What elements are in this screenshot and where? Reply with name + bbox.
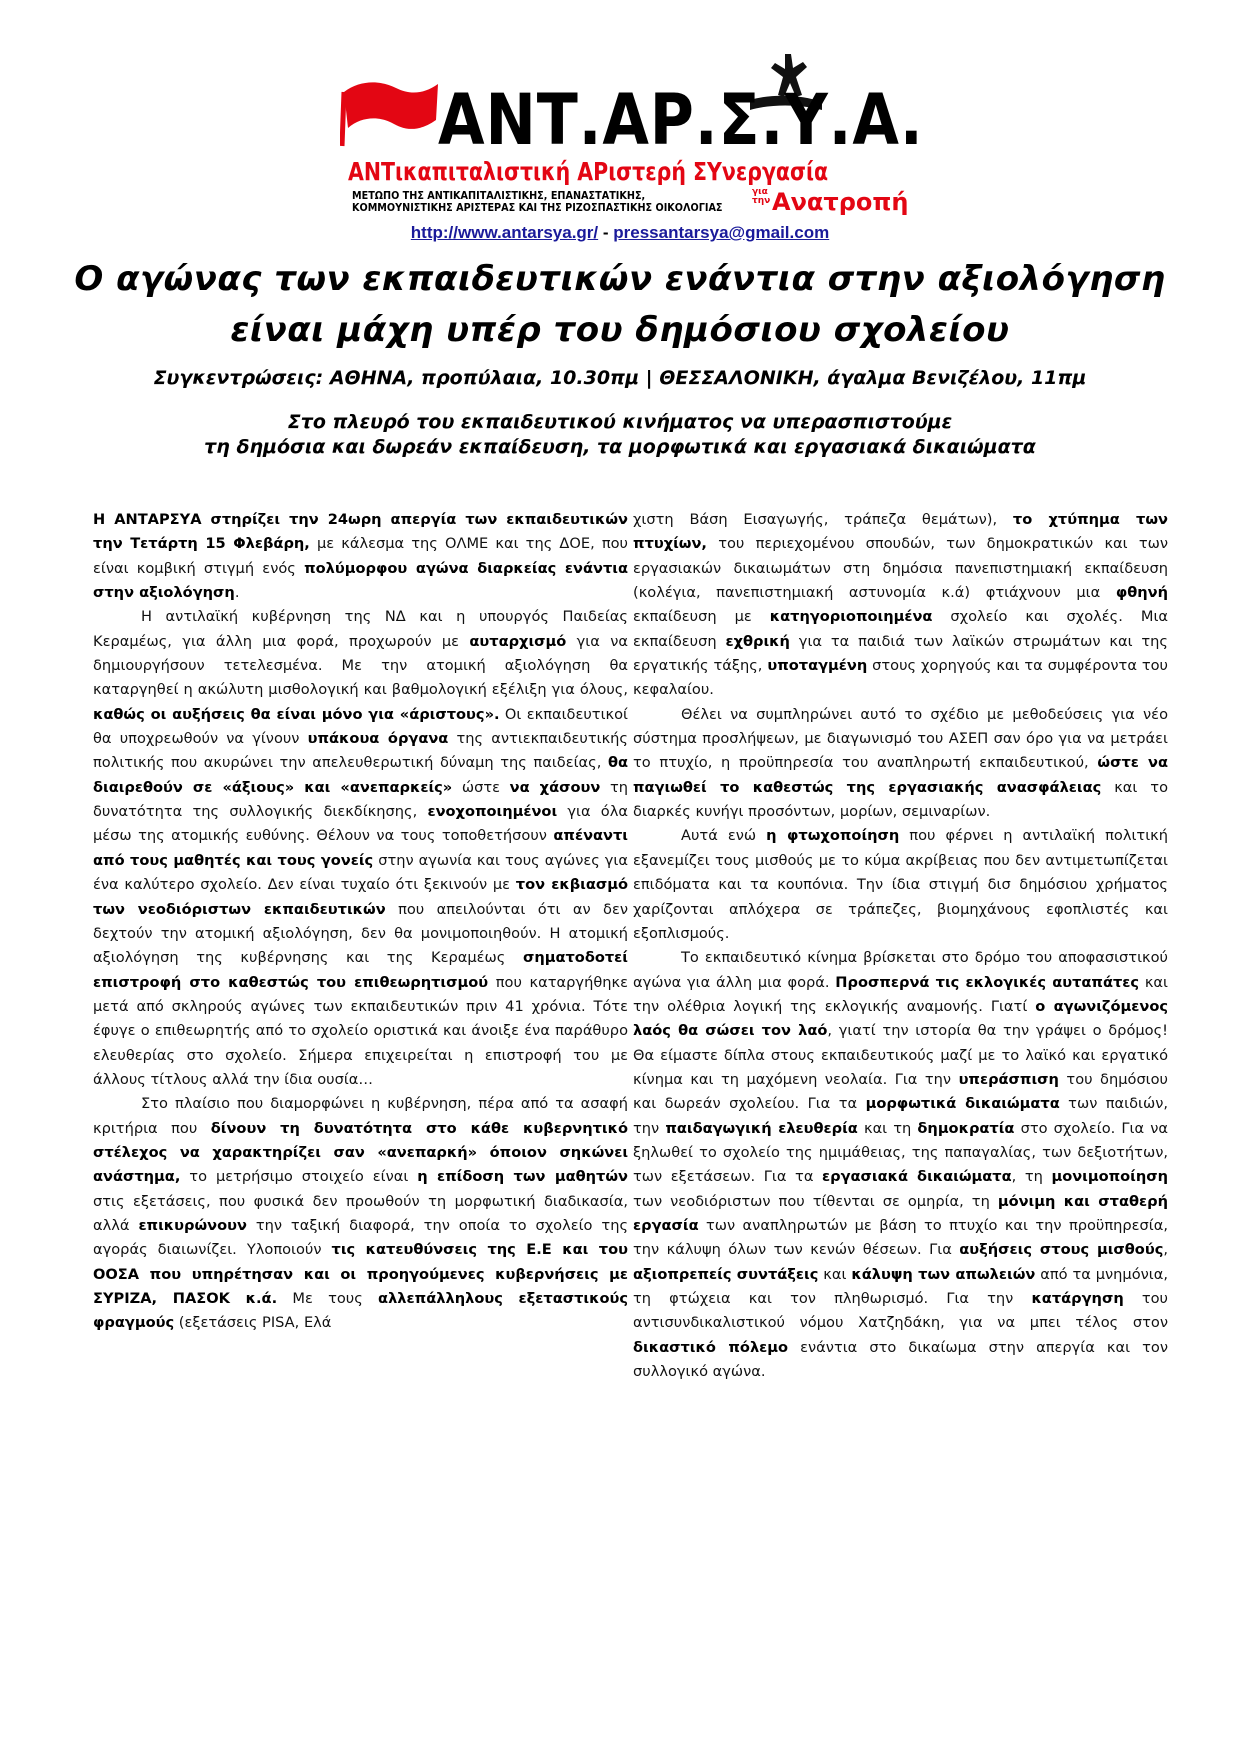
- body-text: .: [234, 584, 240, 602]
- body-text: στην αγωνία και τους αγώνες για ένα καλύτερο σχολείο. Δεν είναι τυχαίο ότι ξεκινούν με: [93, 851, 628, 894]
- emphasis-text: αυταρχισμό: [469, 632, 567, 650]
- emphasis-text: θα διαιρεθούν σε «άξιους» και «ανεπαρκείς»: [93, 754, 628, 796]
- body-text: εκπαίδευση με: [633, 608, 770, 626]
- body-text: της αντιεκπαιδευτικής πολιτικής που ακυρώνει την απελευθερωτική δύναμη της παιδείας,: [93, 730, 628, 772]
- body-text: των αναπληρωτών με βάση το πτυχίο και την προϋπηρεσία, την κάλυψη όλων των κενών θέσεων. Για: [633, 1216, 1168, 1259]
- emphasis-text: μόνιμη και σταθερή εργασία: [633, 1192, 1168, 1234]
- emphasis-text: Η ΑΝΤΑΡΣΥΑ στηρίζει την 24ωρη απεργία των εκπαιδευτικών την Τετάρτη 15 Φλεβάρη,: [93, 511, 628, 553]
- emphasis-text: Προσπερνά τις εκλογικές αυταπάτες: [835, 973, 1140, 991]
- body-text: Στο πλαίσιο που διαμορφώνει η κυβέρνηση, πέρα από τα ασαφή κριτήρια που: [93, 1095, 628, 1137]
- emphasis-text: εργασιακά δικαιώματα: [822, 1168, 1012, 1186]
- red-flag-icon: [340, 78, 440, 148]
- logo-overthrow: Ανατροπή: [772, 188, 909, 216]
- website-link[interactable]: http://www.antarsya.gr/: [410, 223, 599, 242]
- body-text: και το διαρκές κυνήγι προσόντων, μορίων, σεμιναρίων.: [633, 778, 1168, 821]
- paragraph-3: [93, 1092, 628, 1335]
- emphasis-text: να χάσουν: [509, 778, 601, 796]
- body-text: την ταξική διαφορά, την οποία το σχολείο της αγοράς διαιωνίζει. Υλοποιούν: [93, 1216, 629, 1259]
- subheadline: [0, 410, 1240, 460]
- body-text: , τη: [1011, 1168, 1052, 1186]
- paragraph-3-continued: [633, 508, 1168, 703]
- body-text: σχολείο και σχολές. Μια εκπαίδευση: [633, 608, 1169, 650]
- logo-front-line-2: ΚΟΜΜΟΥΝΙΣΤΙΚΗΣ ΑΡΙΣΤΕΡΑΣ ΚΑΙ ΤΗΣ ΡΙΖΟΣΠΑΣΤΙΚΗΣ ΟΙΚΟΛΟΓΙΑΣ: [352, 202, 723, 214]
- emphasis-text: τον εκβιασμό των νεοδιόριστων εκπαιδευτικών: [93, 876, 628, 918]
- body-text: το μετρήσιμο στοιχείο είναι: [180, 1168, 418, 1186]
- body-text: που καταργήθηκε μετά από σκληρούς αγώνες των εκπαιδευτικών πριν 41 χρόνια. Τότε έφυγε ο επιθεωρητής από το σχολείο οριστικά και άνοιξε ένα παράθυρο ελευθερίας στο σχολείο. Σήμερα επιχειρείται η επιστροφή του με άλλους τίτλους αλλά την ίδια ουσία…: [93, 973, 628, 1088]
- emphasis-text: αλλεπάλληλους εξεταστικούς φραγμούς: [93, 1290, 629, 1332]
- emphasis-text: αυξήσεις στους μισθούς: [959, 1241, 1164, 1259]
- subheadline-line-2: τη δημόσια και δωρεάν εκπαίδευση, τα μορφωτικά και εργασιακά δικαιώματα: [204, 436, 1036, 458]
- headline-line-2: είναι μάχη υπέρ του δημόσιου σχολείου: [230, 310, 1010, 350]
- emphasis-text: επικυρώνουν: [138, 1216, 247, 1234]
- emphasis-text: αξιοπρεπείς συντάξεις: [633, 1265, 819, 1283]
- emphasis-text: κατάργηση: [1031, 1290, 1124, 1307]
- body-text: Αυτά ενώ: [681, 827, 767, 845]
- emphasis-text: υπάκουα όργανα: [307, 730, 449, 748]
- body-text: Οι εκπαιδευτικοί θα υποχρεωθούν να γίνουν: [93, 705, 628, 748]
- body-text: Με τους: [277, 1290, 379, 1307]
- headline: [0, 254, 1240, 356]
- body-text: με κάλεσμα της ΟΛΜΕ και της ΔΟΕ, που είναι κομβική στιγμή ενός: [93, 535, 628, 577]
- emphasis-text: πολύμορφου αγώνα διαρκείας ενάντια στην αξιολόγηση: [93, 559, 628, 602]
- body-column-left: [93, 508, 628, 1336]
- body-text: ώστε: [452, 778, 510, 796]
- subheadline-line-1: Στο πλευρό του εκπαιδευτικού κινήματος να υπερασπιστούμε: [287, 411, 953, 433]
- body-text: ενάντια στο δικαίωμα στην απεργία και τον συλλογικό αγώνα.: [633, 1338, 1169, 1381]
- body-text: από τα μνημόνια, τη φτώχεια και τον πληθωρισμό. Για την: [633, 1265, 1168, 1307]
- paragraph-4: [633, 703, 1168, 825]
- emphasis-text: η φτωχοποίηση: [766, 827, 900, 845]
- emphasis-text: καθώς οι αυξήσεις θα είναι μόνο για «άριστους».: [93, 705, 500, 723]
- body-text: των παιδιών, την: [633, 1095, 1168, 1137]
- logo-title: ΑΝΤ.ΑΡ.Σ.Υ.Α.: [438, 79, 924, 161]
- emphasis-text: η επίδοση των μαθητών: [417, 1168, 628, 1186]
- rallies-info: Συγκεντρώσεις: ΑΘΗΝΑ, προπύλαια, 10.30πμ | ΘΕΣΣΑΛΟΝΙΚΗ, άγαλμα Βενιζέλου, 11πμ: [153, 367, 1087, 389]
- body-text: στο σχολείο. Για να ξηλωθεί το σχολείο της ημιμάθειας, της παπαγαλίας, των δεξιοτήτων, των εξετάσεων. Για τα: [633, 1119, 1169, 1186]
- emphasis-text: ο αγωνιζόμενος λαός θα σώσει τον λαό: [633, 997, 1169, 1040]
- emphasis-text: απέναντι από τους μαθητές και τους γονείς: [93, 827, 628, 869]
- body-text: Η αντιλαϊκή κυβέρνηση της ΝΔ και η υπουργός Παιδείας Κεραμέως, για άλλη μια φορά, προχωρούν με: [93, 608, 628, 650]
- body-text: που απειλούνται ότι αν δεν δεχτούν την ατομική αξιολόγηση, δεν θα μονιμοποιηθούν. Η ατομική αξιολόγηση της κυβέρνησης και της Κεραμέως: [93, 900, 628, 967]
- links-separator: -: [598, 223, 614, 242]
- emphasis-text: υπεράσπιση: [958, 1070, 1059, 1088]
- emphasis-text: δημοκρατία: [917, 1119, 1015, 1137]
- emphasis-text: το χτύπημα των πτυχίων,: [633, 511, 1168, 553]
- headline-line-1: Ο αγώνας των εκπαιδευτικών ενάντια στην αξιολόγηση: [74, 259, 1166, 299]
- body-text: , γιατί την ιστορία θα την γράψει ο δρόμος! Θα είμαστε δίπλα στους εκπαιδευτικούς μαζί με το λαϊκό και εργατικό κίνημα και τη μαχόμενη νεολαία. Για την: [633, 1022, 1168, 1088]
- emphasis-text: υποταγμένη: [767, 657, 868, 675]
- antarsya-logo: [340, 50, 924, 216]
- emphasis-text: κατηγοριοποιημένα: [769, 608, 933, 626]
- body-text: για να δημιουργήσουν τετελεσμένα. Με την ατομική αξιολόγηση θα καταργηθεί η ακώλυτη μισθολογική και βαθμολογική εξέλιξη για όλους,: [93, 632, 629, 699]
- body-text: του δημόσιου και δωρεάν σχολείου. Για τα: [633, 1070, 1168, 1113]
- paragraph-2: [93, 605, 628, 1092]
- body-text: για όλα μέσω της ατομικής ευθύνης. Θέλουν να τους τοποθετήσουν: [93, 803, 628, 845]
- body-text: και: [818, 1265, 852, 1283]
- paragraph-5: [633, 824, 1168, 946]
- logo-subtitle: ΑΝΤικαπιταλιστική ΑΡιστερή ΣΥνεργασία: [348, 157, 829, 186]
- emphasis-text: εχθρική: [725, 632, 790, 650]
- emphasis-text: δίνουν τη δυνατότητα στο κάθε κυβερνητικό στέλεχος να χαρακτηρίζει σαν «ανεπαρκή» όποιον σηκώνει ανάστημα,: [93, 1119, 628, 1186]
- emphasis-text: δικαστικό πόλεμο: [633, 1338, 789, 1356]
- contact-links: [0, 222, 1240, 244]
- body-text: στις εξετάσεις, που φυσικά δεν προωθούν τη μορφωτική διαδικασία, αλλά: [93, 1192, 628, 1234]
- body-text: (εξετάσεις PISA, Ελά: [174, 1314, 332, 1332]
- body-text: για τα παιδιά των λαϊκών στρωμάτων και της εργατικής τάξης,: [633, 632, 1168, 675]
- body-column-right: [633, 508, 1168, 1384]
- paragraph-1: [93, 508, 628, 605]
- emphasis-text: ενοχοποιημένοι: [427, 803, 558, 821]
- emphasis-text: μορφωτικά δικαιώματα: [865, 1095, 1060, 1113]
- body-text: που φέρνει η αντιλαϊκή πολιτική εξανεμίζει τους μισθούς με το κύμα ακρίβειας που δεν αντιμετωπίζεται επιδόματα και τα κουπόνια. Την ίδια στιγμή δισ δημόσιου χρήματος χαρίζονται απλόχερα σε τράπεζες, βιομηχάνους εφοπλιστές και εξοπλισμούς.: [633, 827, 1168, 942]
- emphasis-text: ώστε να παγιωθεί το καθεστώς της εργασιακής ανασφάλειας: [633, 754, 1168, 796]
- emphasis-text: φθηνή: [1115, 584, 1168, 602]
- email-link[interactable]: pressantarsya@gmail.com: [613, 223, 830, 242]
- body-text: χιστη Βάση Εισαγωγής, τράπεζα θεμάτων),: [633, 511, 1013, 528]
- body-text: και την ολέθρια λογική της εκλογικής αναμονής. Γιατί: [633, 973, 1168, 1015]
- paragraph-6: [633, 946, 1168, 1384]
- logo-front-line-1: ΜΕΤΩΠΟ ΤΗΣ ΑΝΤΙΚΑΠΙΤΑΛΙΣΤΙΚΗΣ, ΕΠΑΝΑΣΤΑΤΙΚΗΣ,: [352, 190, 646, 202]
- body-text: και τη: [857, 1119, 918, 1137]
- emphasis-text: κάλυψη των απωλειών: [851, 1265, 1036, 1283]
- body-text: Θέλει να συμπληρώνει αυτό το σχέδιο με μεθοδεύσεις για νέο σύστημα προσλήψεων, με διαγωνισμό του ΑΣΕΠ σαν όρο για να μετράει το πτυχίο, η προϋπηρεσία του αναπληρωτή εκπαιδευτικού,: [633, 705, 1168, 772]
- emphasis-text: παιδαγωγική ελευθερία: [665, 1119, 858, 1137]
- body-text: Το εκπαιδευτικό κίνημα βρίσκεται στο δρόμο του αποφασιστικού αγώνα για άλλη μια φορά.: [633, 949, 1168, 991]
- logo-for-the: για την: [752, 187, 771, 206]
- emphasis-text: σηματοδοτεί επιστροφή στο καθεστώς του επιθεωρητισμού: [93, 949, 628, 991]
- emphasis-text: τις κατευθύνσεις της Ε.Ε και του ΟΟΣΑ που υπηρέτησαν και οι προηγούμενες κυβερνήσεις με ΣΥΡΙΖΑ, ΠΑΣΟΚ κ.ά.: [93, 1241, 628, 1307]
- body-text: ,: [1163, 1241, 1168, 1259]
- body-text: των νεοδιόριστων που τίθενται σε ομηρία, τη: [633, 1192, 998, 1210]
- body-text: του περιεχομένου σπουδών, των δημοκρατικών και των εργασιακών δικαιωμάτων στη δημόσια πανεπιστημιακή εκπαίδευση (κολέγια, πανεπιστημιακή αστυνομία κ.ά) φτιάχνουν μια: [633, 535, 1168, 602]
- body-text: τη δυνατότητα της συλλογικής διεκδίκησης,: [93, 778, 628, 821]
- body-text: του αντισυνδικαλιστικού νόμου Χατζηδάκη, για να μπει τέλος στον: [633, 1290, 1168, 1332]
- logo-front-text: [352, 190, 723, 214]
- body-text: στους χορηγούς και τα συμφέροντα του κεφαλαίου.: [633, 657, 1168, 699]
- emphasis-text: μονιμοποίηση: [1051, 1168, 1169, 1186]
